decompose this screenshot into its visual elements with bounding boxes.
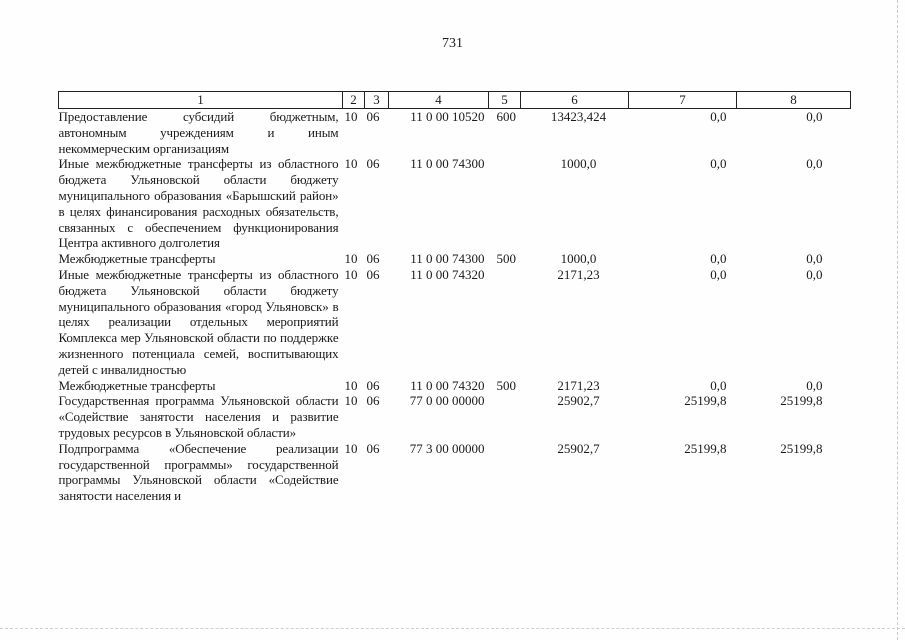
header-cell-3: 3 — [365, 92, 389, 109]
row-description: Государственная программа Ульяновской области «Содействие занятости населения и развитие трудовых ресурсов в Ульяновской области» — [58, 393, 339, 440]
header-cell-5: 5 — [489, 92, 521, 109]
header-cell-8: 8 — [737, 92, 851, 109]
table-row — [59, 156, 851, 251]
target-article-code: 11 0 00 74300 — [410, 156, 485, 172]
amount-year-1: 1000,0 — [560, 156, 597, 172]
expense-type-code — [489, 156, 521, 251]
subsection-code: 06 — [366, 109, 380, 124]
row-description: Иные межбюджетные трансферты из областного бюджета Ульяновской области бюджету муниципального образования «город Ульяновск» в целях реализации отдельных мероприятий Комплекса мер Ульяновской области по поддержке жизненного потенциала семей, воспитывающих детей с инвалидностью — [58, 266, 339, 377]
row-description: Иные межбюджетные трансферты из областного бюджета Ульяновской области бюджету муниципального образования «Барышский район» в целях финансирования расходных обязательств, связанных с обеспечением функционирования Центра активного долголетия — [58, 156, 339, 251]
expense-type-code: 500 — [496, 377, 516, 393]
section-code: 10 — [344, 251, 358, 267]
amount-year-1: 1000,0 — [560, 251, 597, 267]
scan-edge-right — [897, 0, 899, 640]
amount-year-3: 0,0 — [806, 266, 823, 282]
amount-year-3: 0,0 — [806, 377, 823, 393]
section-code: 10 — [344, 156, 358, 172]
table-row — [59, 267, 851, 378]
section-code: 10 — [344, 266, 358, 282]
amount-year-1: 13423,424 — [550, 109, 607, 124]
header-cell-2: 2 — [343, 92, 365, 109]
expense-type-code: 600 — [496, 109, 516, 124]
subsection-code: 06 — [366, 393, 380, 409]
expense-type-code: 500 — [496, 251, 516, 267]
subsection-code: 06 — [366, 266, 380, 282]
amount-year-2: 0,0 — [710, 109, 727, 124]
table-row — [59, 441, 851, 504]
amount-year-1: 25902,7 — [557, 393, 600, 409]
amount-year-2: 25199,8 — [684, 393, 727, 409]
amount-year-2: 0,0 — [710, 266, 727, 282]
expense-type-code — [489, 441, 521, 504]
expense-type-code — [489, 393, 521, 440]
target-article-code: 11 0 00 10520 — [410, 109, 485, 124]
amount-year-3: 0,0 — [806, 156, 823, 172]
section-code: 10 — [344, 109, 358, 124]
header-cell-4: 4 — [389, 92, 489, 109]
subsection-code: 06 — [366, 156, 380, 172]
row-description: Предоставление субсидий бюджетным, автономным учреждениям и иным некоммерческим организациям — [58, 109, 339, 156]
amount-year-2: 0,0 — [710, 251, 727, 267]
expense-type-code — [489, 267, 521, 378]
row-description: Подпрограмма «Обеспечение реализации государственной программы» государственной программы Ульяновской области «Содействие занятости населения и — [58, 440, 339, 504]
amount-year-3: 25199,8 — [780, 440, 823, 456]
target-article-code: 11 0 00 74320 — [410, 266, 485, 282]
amount-year-3: 25199,8 — [780, 393, 823, 409]
header-row — [59, 92, 851, 109]
section-code: 10 — [344, 377, 358, 393]
subsection-code: 06 — [366, 251, 380, 267]
subsection-code: 06 — [366, 440, 380, 456]
budget-table — [58, 91, 851, 504]
scan-edge-bottom — [0, 628, 905, 630]
header-cell-1: 1 — [59, 92, 343, 109]
table-row — [59, 378, 851, 394]
table-row — [59, 251, 851, 267]
amount-year-3: 0,0 — [806, 109, 823, 124]
amount-year-3: 0,0 — [806, 251, 823, 267]
table-row — [59, 393, 851, 440]
target-article-code: 11 0 00 74320 — [410, 377, 485, 393]
page-number: 731 — [442, 36, 463, 51]
header-cell-7: 7 — [629, 92, 737, 109]
target-article-code: 77 0 00 00000 — [409, 393, 485, 409]
header-cell-6: 6 — [521, 92, 629, 109]
row-description: Межбюджетные трансферты — [58, 377, 216, 393]
section-code: 10 — [344, 393, 358, 409]
row-description: Межбюджетные трансферты — [58, 251, 216, 267]
target-article-code: 11 0 00 74300 — [410, 251, 485, 267]
amount-year-1: 2171,23 — [557, 266, 600, 282]
amount-year-2: 0,0 — [710, 377, 727, 393]
amount-year-2: 25199,8 — [684, 440, 727, 456]
table-row — [59, 109, 851, 157]
amount-year-1: 25902,7 — [557, 440, 600, 456]
amount-year-1: 2171,23 — [557, 377, 600, 393]
section-code: 10 — [344, 440, 358, 456]
amount-year-2: 0,0 — [710, 156, 727, 172]
subsection-code: 06 — [366, 377, 380, 393]
target-article-code: 77 3 00 00000 — [409, 440, 485, 456]
